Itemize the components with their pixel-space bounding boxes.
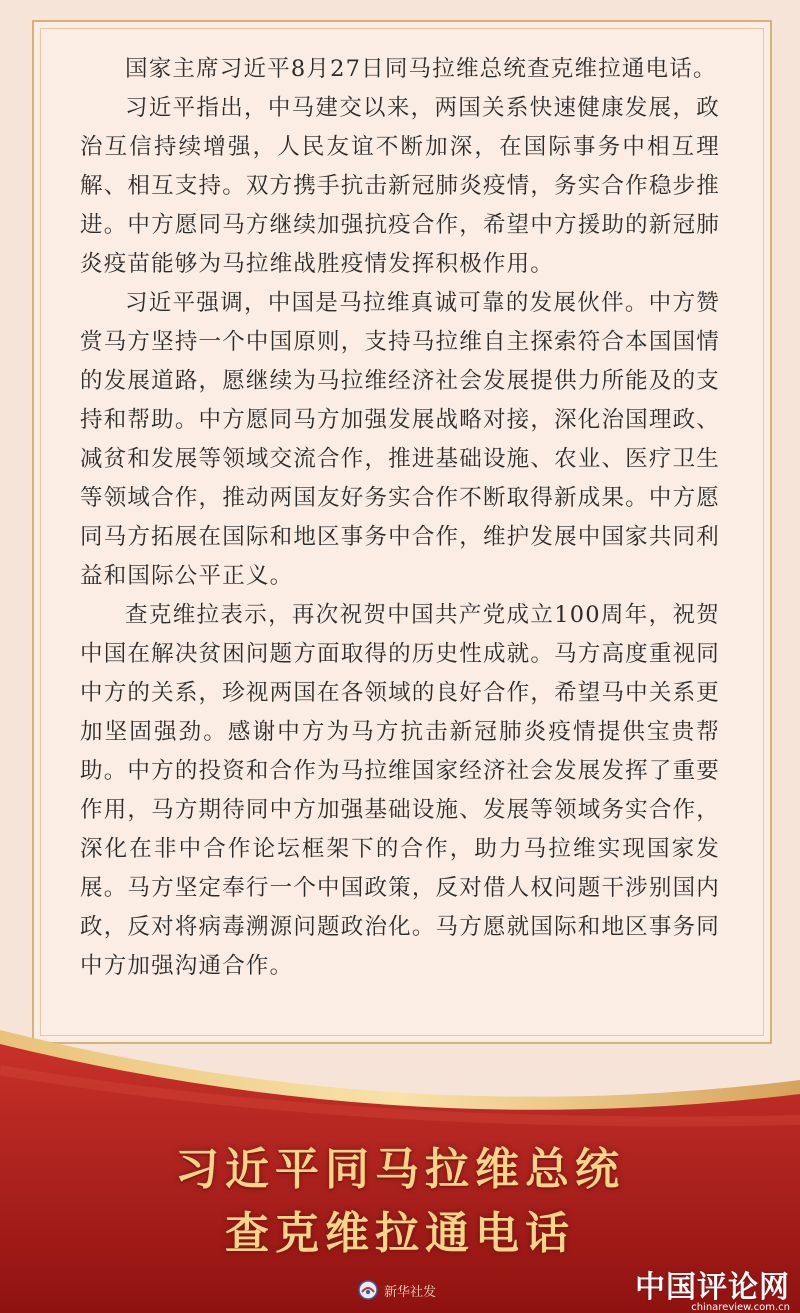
watermark-url: chinareview.com.cn: [691, 1302, 790, 1313]
watermark-name: 中国评论网: [635, 1270, 790, 1305]
headline-line-1: 习近平同马拉维总统: [175, 1144, 625, 1195]
site-watermark: [635, 1262, 790, 1313]
xinhua-globe-icon: [358, 1280, 378, 1300]
agency-credit: [358, 1277, 436, 1303]
article-paragraph-4: 查克维拉表示，再次祝贺中国共产党成立100周年，祝贺中国在解决贫困问题方面取得的历史性成就。马方高度重视同中方的关系，珍视两国在各领域的良好合作，希望马中关系更加坚固强劲。感谢中方为马方抗击新冠肺炎疫情提供宝贵帮助。中方的投资和合作为马拉维国家经济社会发展发挥了重要作用，马方期待同中方加强基础设施、发展等领域务实合作，深化在非中合作论坛框架下的合作，助力马拉维实现国家发展。马方坚定奉行一个中国政策，反对借人权问题干涉别国内政，反对将病毒溯源问题政治化。马方愿就国际和地区事务同中方加强沟通合作。: [80, 602, 720, 979]
article-paragraph-1: 国家主席习近平8月27日同马拉维总统查克维拉通电话。: [125, 56, 717, 82]
article-paragraph-2: 习近平指出，中马建交以来，两国关系快速健康发展，政治互信持续增强，人民友谊不断加深，在国际事务中相互理解、相互支持。双方携手抗击新冠肺炎疫情，务实合作稳步推进。中方愿同马方继续加强抗疫合作，希望中方援助的新冠肺炎疫苗能够为马拉维战胜疫情发挥积极作用。: [80, 95, 720, 277]
headline: [0, 1138, 800, 1266]
article-paragraph-3: 习近平强调，中国是马拉维真诚可靠的发展伙伴。中方赞赏马方坚持一个中国原则，支持马拉维自主探索符合本国国情的发展道路，愿继续为马拉维经济社会发展提供力所能及的支持和帮助。中方愿同马方加强发展战略对接，深化治国理政、减贫和发展等领域交流合作，推进基础设施、农业、医疗卫生等领域合作，推动两国友好务实合作不断取得新成果。中方愿同马方拓展在国际和地区事务中合作，维护发展中国家共同利益和国际公平正义。: [80, 290, 720, 589]
headline-line-2: 查克维拉通电话: [225, 1208, 575, 1259]
article-body: [80, 50, 720, 986]
agency-label: 新华社发: [384, 1284, 437, 1300]
